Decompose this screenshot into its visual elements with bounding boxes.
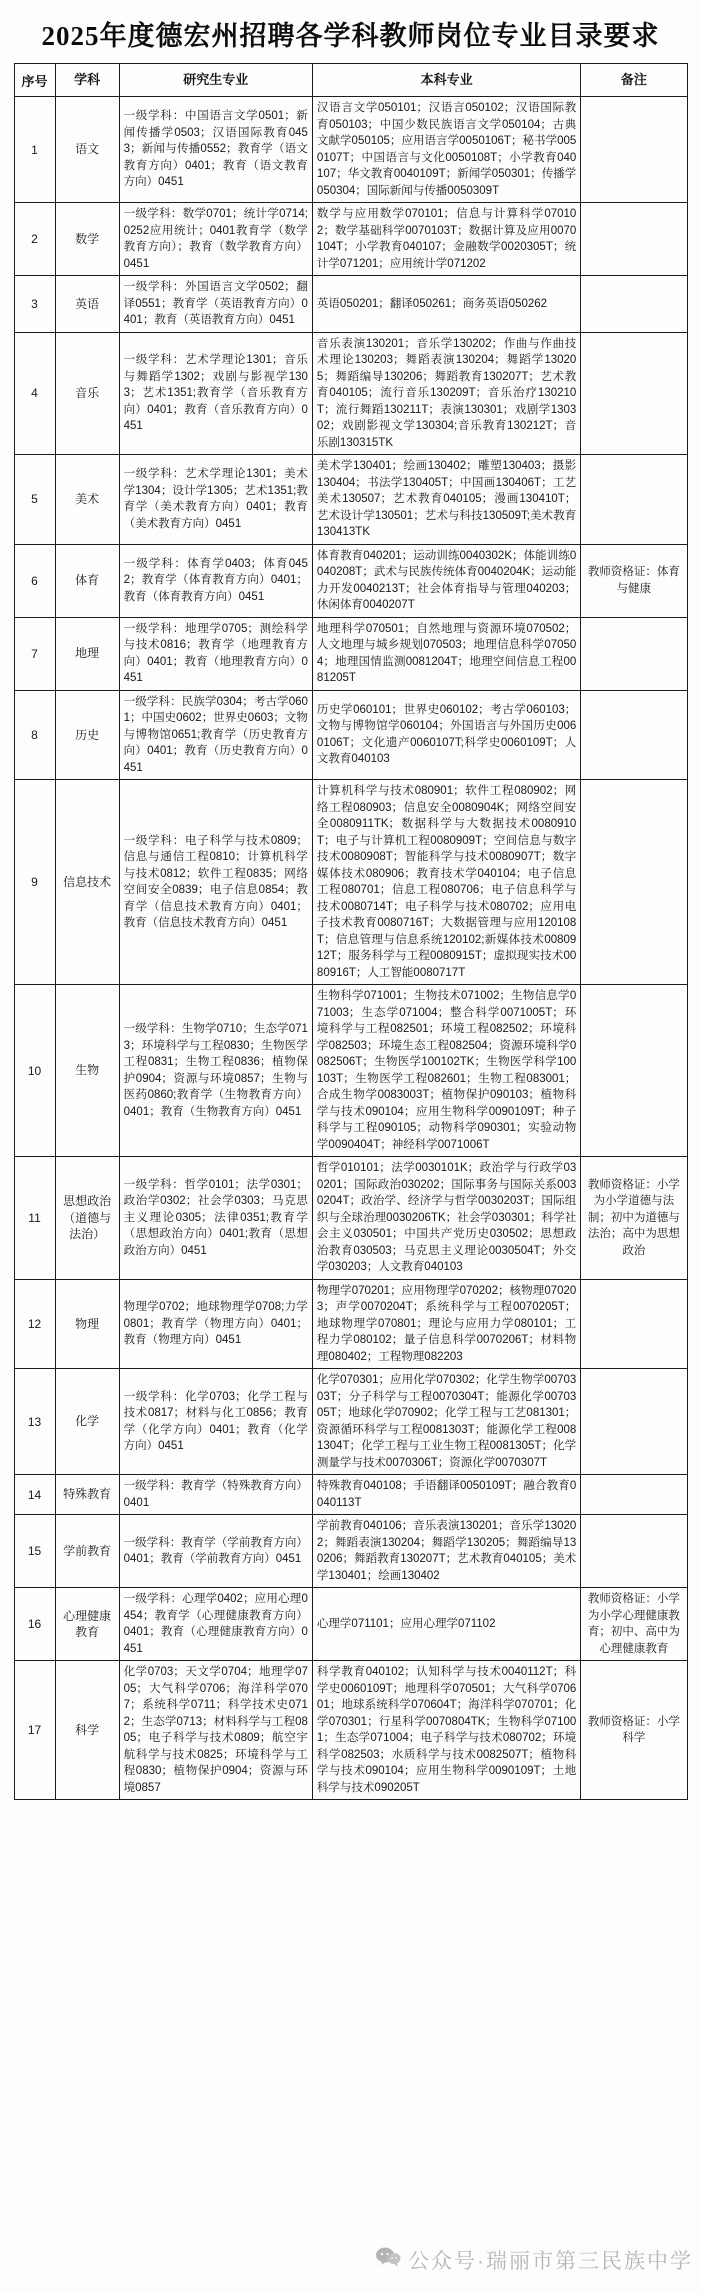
cell-undergraduate-majors: 化学070301；应用化学070302；化学生物学0070303T；分子科学与工程0070304T；能源化学0070305T；地球化学070902；化学工程与工艺081301；资源循环科学与工程0081303T；能源化学工程0081304T；化学工程与工业生物工程0081305T；化学测量学与技术0070306T；资源化学0070307T (312, 1369, 580, 1475)
cell-serial-number: 16 (14, 1588, 55, 1661)
cell-remark (581, 690, 687, 780)
cell-graduate-majors: 一级学科：艺术学理论1301；音乐与舞蹈学1302；戏剧与影视学1303；艺术1351;教育学（音乐教育方向）0401；教育（音乐教育方向）0451 (119, 332, 312, 455)
cell-serial-number: 14 (14, 1475, 55, 1515)
cell-graduate-majors: 一级学科：化学0703；化学工程与技术0817；材料与化工0856；教育学（化学方向）0401；教育（化学方向）0451 (119, 1369, 312, 1475)
cell-graduate-majors: 物理学0702；地球物理学0708;力学0801；教育学（物理方向）0401；教育（物理方向）0451 (119, 1279, 312, 1369)
cell-serial-number: 9 (14, 780, 55, 985)
cell-remark (581, 1475, 687, 1515)
cell-graduate-majors: 一级学科：民族学0304；考古学0601；中国史0602；世界史0603；文物与博物馆0651;教育学（历史教育方向）0401；教育（历史教育方向）0451 (119, 690, 312, 780)
header-subject: 学科 (55, 64, 119, 97)
cell-undergraduate-majors: 体育教育040201；运动训练0040302K；体能训练0040208T；武术与民族传统体育0040204K；运动能力开发0040213T；社会体育指导与管理040203；休闲体育0040207T (312, 544, 580, 617)
cell-graduate-majors: 一级学科：生物学0710；生态学0713；环境科学与工程0830；生物医学工程0831；生物工程0836；植物保护0904；资源与环境0857；生物与医药0860;教育学（生物教育方向）0401；教育（生物教育方向）0451 (119, 985, 312, 1157)
cell-subject: 生物 (55, 985, 119, 1157)
cell-serial-number: 2 (14, 203, 55, 276)
table-header-row (14, 64, 687, 97)
cell-graduate-majors: 化学0703；天文学0704；地理学0705；大气科学0706；海洋科学0707；系统科学0711；科学技术史0712；生态学0713；材料科学与工程0805；电子科学与技术0809；航空宇航科学与技术0825；环境科学与工程0830；植物保护0904；资源与环境0857 (119, 1661, 312, 1800)
cell-graduate-majors: 一级学科：教育学（特殊教育方向）0401 (119, 1475, 312, 1515)
cell-subject: 物理 (55, 1279, 119, 1369)
table-row (14, 1369, 687, 1475)
cell-subject: 思想政治（道德与法治） (55, 1157, 119, 1280)
cell-undergraduate-majors: 历史学060101；世界史060102；考古学060103；文物与博物馆学060104；外国语言与外国历史0060106T；文化遗产0060107T;科学史0060109T；人文教育040103 (312, 690, 580, 780)
cell-subject: 体育 (55, 544, 119, 617)
cell-remark (581, 332, 687, 455)
cell-serial-number: 5 (14, 455, 55, 545)
cell-undergraduate-majors: 数学与应用数学070101；信息与计算科学070102；数学基础科学0070103T；数据计算及应用0070104T；小学教育040107；金融数学0020305T；统计学071201；应用统计学071202 (312, 203, 580, 276)
cell-graduate-majors: 一级学科：体育学0403；体育0452；教育学（体育教育方向）0401；教育（体育教育方向）0451 (119, 544, 312, 617)
cell-remark (581, 97, 687, 203)
cell-serial-number: 8 (14, 690, 55, 780)
cell-graduate-majors: 一级学科：教育学（学前教育方向）0401；教育（学前教育方向）0451 (119, 1515, 312, 1588)
cell-subject: 特殊教育 (55, 1475, 119, 1515)
table-row (14, 203, 687, 276)
header-serial-number: 序号 (14, 64, 55, 97)
table-row (14, 617, 687, 690)
cell-graduate-majors: 一级学科：地理学0705；测绘科学与技术0816；教育学（地理教育方向）0401；教育（地理教育方向）0451 (119, 617, 312, 690)
table-row (14, 97, 687, 203)
cell-graduate-majors: 一级学科：中国语言文学0501；新闻传播学0503；汉语国际教育0453；新闻与传播0552；教育学（语文教育方向）0401；教育（语文教育方向）0451 (119, 97, 312, 203)
cell-subject: 历史 (55, 690, 119, 780)
cell-subject: 学前教育 (55, 1515, 119, 1588)
cell-serial-number: 4 (14, 332, 55, 455)
cell-undergraduate-majors: 哲学010101；法学0030101K；政治学与行政学030201；国际政治030202；国际事务与国际关系0030204T；政治学、经济学与哲学0030203T；国际组织与全球治理0030206TK；社会学030301；科学社会主义030501；中国共产党历史030502；思想政治教育030503；马克思主义理论0030504T；外交学030203；人文教育040103 (312, 1157, 580, 1280)
cell-undergraduate-majors: 科学教育040102；认知科学与技术0040112T；科学史0060109T；地理科学070501；大气科学070601；地球系统科学070604T；海洋科学070701；化学070301；行星科学0070804TK；生物科学071001；生态学071004；电子科学与技术080702；环境科学082503；水质科学与技术0082507T；植物科学与技术090104；应用生物科学0090109T；土地科学与技术090205T (312, 1661, 580, 1800)
cell-undergraduate-majors: 汉语言文学050101；汉语言050102；汉语国际教育050103；中国少数民族语言文学050104；古典文献学050105；应用语言学0050106T；秘书学0050107T；中国语言与文化0050108T；小学教育040107；华文教育0040109T；新闻学050301；传播学050304；国际新闻与传播0050309T (312, 97, 580, 203)
cell-undergraduate-majors: 物理学070201；应用物理学070202；核物理070203；声学0070204T；系统科学与工程0070205T；地球物理学070801；理论与应用力学080101；工程力学080102；量子信息科学0070206T；材料物理080402；工程物理082203 (312, 1279, 580, 1369)
cell-undergraduate-majors: 计算机科学与技术080901；软件工程080902；网络工程080903；信息安全0080904K；网络空间安全0080911TK；数据科学与大数据技术0080910T；电子与计算机工程0080909T；空间信息与数字技术0080908T；智能科学与技术0080907T；数字媒体技术080906；教育技术学040104；电子信息工程080701；信息工程080706；电子信息科学与技术0080714T；电子科学与技术080702；应用电子技术教育0080716T；大数据管理与应用120108T；信息管理与信息系统120102;新媒体技术0080912T；服务科学与工程0080915T；虚拟现实技术0080916T；人工智能0080717T (312, 780, 580, 985)
cell-remark: 教师资格证：小学科学 (581, 1661, 687, 1800)
table-row (14, 332, 687, 455)
table-row (14, 1661, 687, 1800)
cell-remark: 教师资格证：小学为小学道德与法制；初中为道德与法治；高中为思想政治 (581, 1157, 687, 1280)
table-row (14, 1515, 687, 1588)
cell-remark: 教师资格证：小学为小学心理健康教育；初中、高中为心理健康教育 (581, 1588, 687, 1661)
wechat-icon (375, 2246, 401, 2274)
cell-subject: 科学 (55, 1661, 119, 1800)
table-row (14, 690, 687, 780)
cell-subject: 心理健康教育 (55, 1588, 119, 1661)
table-row (14, 276, 687, 333)
cell-undergraduate-majors: 地理科学070501；自然地理与资源环境070502；人文地理与城乡规划070503；地理信息科学070504；地理国情监测0081204T；地理空间信息工程0081205T (312, 617, 580, 690)
cell-undergraduate-majors: 学前教育040106；音乐表演130201；音乐学130202；舞蹈表演130204；舞蹈学130205；舞蹈编导130206；舞蹈教育130207T；艺术教育040105；美术学130401；绘画130402 (312, 1515, 580, 1588)
cell-graduate-majors: 一级学科：外国语言文学0502；翻译0551；教育学（英语教育方向）0401；教育（英语教育方向）0451 (119, 276, 312, 333)
cell-remark (581, 1515, 687, 1588)
cell-remark (581, 276, 687, 333)
header-undergraduate-majors: 本科专业 (312, 64, 580, 97)
table-row (14, 1475, 687, 1515)
cell-graduate-majors: 一级学科：哲学0101；法学0301；政治学0302；社会学0303；马克思主义理论0305；法律0351;教育学（思想政治方向）0401;教育（思想政治方向）0451 (119, 1157, 312, 1280)
cell-serial-number: 3 (14, 276, 55, 333)
cell-subject: 音乐 (55, 332, 119, 455)
page-title: 2025年度德宏州招聘各学科教师岗位专业目录要求 (41, 21, 660, 51)
cell-remark: 教师资格证：体育与健康 (581, 544, 687, 617)
watermark (375, 2245, 693, 2275)
cell-serial-number: 12 (14, 1279, 55, 1369)
cell-graduate-majors: 一级学科：艺术学理论1301；美术学1304；设计学1305；艺术1351;教育学（美术教育方向）0401；教育（美术教育方向）0451 (119, 455, 312, 545)
cell-remark (581, 985, 687, 1157)
cell-subject: 化学 (55, 1369, 119, 1475)
cell-undergraduate-majors: 特殊教育040108；手语翻译0050109T；融合教育0040113T (312, 1475, 580, 1515)
cell-serial-number: 13 (14, 1369, 55, 1475)
table-body (14, 97, 687, 1800)
cell-serial-number: 1 (14, 97, 55, 203)
cell-subject: 数学 (55, 203, 119, 276)
cell-serial-number: 17 (14, 1661, 55, 1800)
cell-undergraduate-majors: 音乐表演130201；音乐学130202；作曲与作曲技术理论130203；舞蹈表演130204；舞蹈学130205；舞蹈编导130206；舞蹈教育130207T；艺术教育040105；流行音乐130209T；音乐治疗130210T；流行舞蹈130211T；表演130301；戏剧学130302；戏剧影视文学130304;音乐教育130212T；音乐剧130315TK (312, 332, 580, 455)
watermark-text: 公众号·瑞丽市第三民族中学 (408, 2250, 693, 2273)
cell-graduate-majors: 一级学科：电子科学与技术0809；信息与通信工程0810；计算机科学与技术0812；软件工程0835；网络空间安全0839；电子信息0854；教育学（信息技术教育方向）0401；教育（信息技术教育方向）0451 (119, 780, 312, 985)
cell-undergraduate-majors: 英语050201；翻译050261；商务英语050262 (312, 276, 580, 333)
cell-subject: 信息技术 (55, 780, 119, 985)
header-remark: 备注 (581, 64, 687, 97)
cell-graduate-majors: 一级学科：心理学0402；应用心理0454；教育学（心理健康教育方向）0401；教育（心理健康教育方向）0451 (119, 1588, 312, 1661)
cell-graduate-majors: 一级学科：数学0701；统计学0714;0252应用统计；0401教育学（数学教育方向）；教育（数学教育方向）0451 (119, 203, 312, 276)
cell-serial-number: 10 (14, 985, 55, 1157)
cell-remark (581, 1279, 687, 1369)
cell-subject: 地理 (55, 617, 119, 690)
cell-undergraduate-majors: 美术学130401；绘画130402；雕塑130403；摄影130404；书法学130405T；中国画130406T；工艺美术130507；艺术教育040105；漫画130410T；艺术设计学130501；艺术与科技130509T;美术教育130413TK (312, 455, 580, 545)
cell-remark (581, 617, 687, 690)
cell-subject: 语文 (55, 97, 119, 203)
cell-remark (581, 780, 687, 985)
cell-serial-number: 11 (14, 1157, 55, 1280)
table-row (14, 1279, 687, 1369)
cell-remark (581, 455, 687, 545)
header-graduate-majors: 研究生专业 (119, 64, 312, 97)
table-row (14, 985, 687, 1157)
cell-remark (581, 1369, 687, 1475)
table-row (14, 455, 687, 545)
cell-subject: 英语 (55, 276, 119, 333)
table-row (14, 544, 687, 617)
cell-undergraduate-majors: 生物科学071001；生物技术071002；生物信息学071003；生态学071004；整合科学0071005T；环境科学与工程082501；环境工程082502；环境科学082503；环境生态工程082504；资源环境科学0082506T；生物医学100102TK；生物医学科学100103T；生物医学工程082601；生物工程083001；合成生物学0083003T；植物保护090103；植物科学与技术090104；应用生物科学0090109T；种子科学与工程090105；动物科学090301；实验动物学0090404T；神经科学0071006T (312, 985, 580, 1157)
cell-serial-number: 6 (14, 544, 55, 617)
table-row (14, 1157, 687, 1280)
cell-undergraduate-majors: 心理学071101；应用心理学071102 (312, 1588, 580, 1661)
cell-remark (581, 203, 687, 276)
majors-catalog-table (14, 63, 688, 1800)
cell-subject: 美术 (55, 455, 119, 545)
table-row (14, 1588, 687, 1661)
table-row (14, 780, 687, 985)
cell-serial-number: 7 (14, 617, 55, 690)
cell-serial-number: 15 (14, 1515, 55, 1588)
